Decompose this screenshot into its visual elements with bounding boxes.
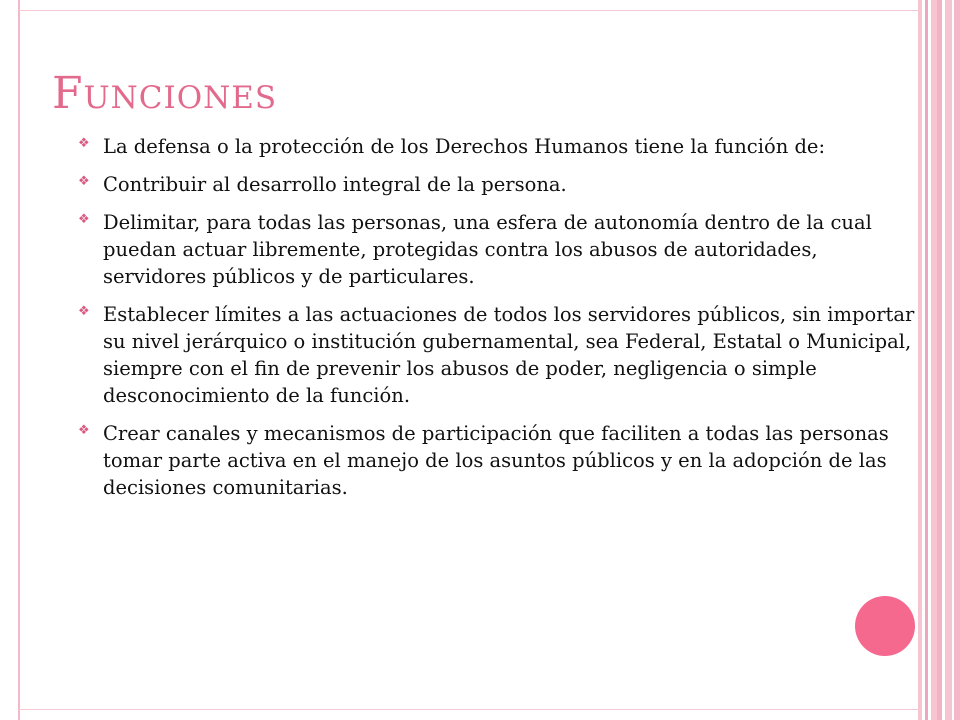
bullet-text: Establecer límites a las actuaciones de todos los servidores públicos, sin importar su nivel jerárquico o institución gubernamental, sea Federal, Estatal o Municipal, siempre con el fin de prevenir los abusos de poder, negligencia o simple desconocimiento de la función. <box>103 303 915 407</box>
diamond-bullet-icon: ❖ <box>78 174 90 189</box>
right-decorative-stripes <box>918 0 960 720</box>
bullet-text: Crear canales y mecanismos de participación que faciliten a todas las personas tomar parte activa en el manejo de los asuntos públicos y en la adopción de las decisiones comunitarias. <box>103 422 889 499</box>
slide-title: Funciones <box>52 68 278 119</box>
left-border-line <box>18 0 20 720</box>
bullet-item <box>78 133 918 160</box>
bullet-item <box>78 171 918 198</box>
bullet-item <box>78 301 918 409</box>
bullet-text: Contribuir al desarrollo integral de la persona. <box>103 173 567 196</box>
bottom-border-line <box>18 709 920 710</box>
pink-circle-decoration-icon <box>855 596 915 656</box>
bullet-text: La defensa o la protección de los Derechos Humanos tiene la función de: <box>103 135 826 158</box>
bullet-text: Delimitar, para todas las personas, una esfera de autonomía dentro de la cual puedan actuar libremente, protegidas contra los abusos de autoridades, servidores públicos y de particulares. <box>103 211 872 288</box>
bullet-list <box>78 133 918 512</box>
diamond-bullet-icon: ❖ <box>78 304 90 319</box>
bullet-item <box>78 420 918 501</box>
diamond-bullet-icon: ❖ <box>78 212 90 227</box>
diamond-bullet-icon: ❖ <box>78 136 90 151</box>
diamond-bullet-icon: ❖ <box>78 423 90 438</box>
top-border-line <box>18 10 920 11</box>
bullet-item <box>78 209 918 290</box>
